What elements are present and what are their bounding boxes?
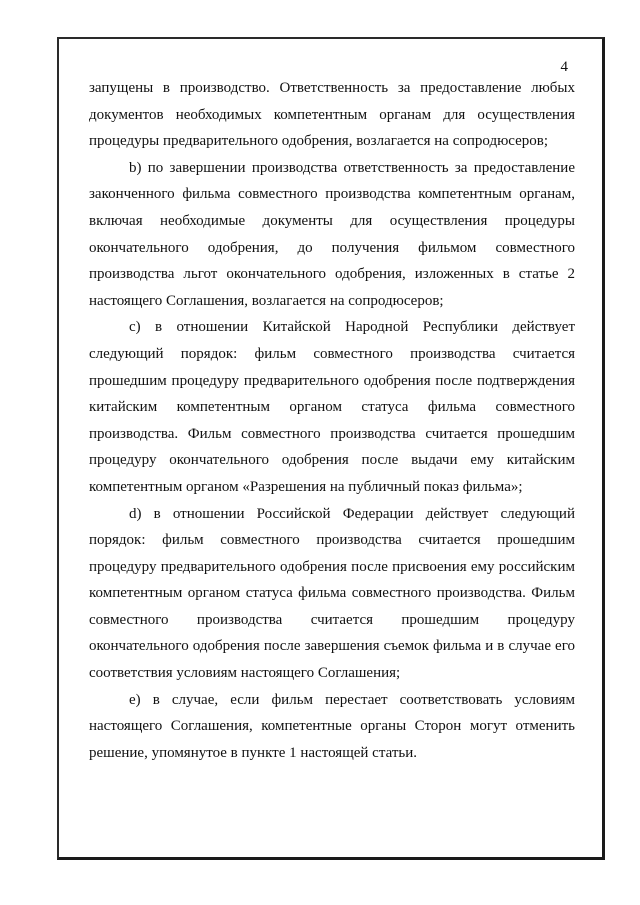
paragraph-item-c: c) в отношении Китайской Народной Республики действует следующий порядок: фильм совместного производства считается прошедшим процедуру предварительного одобрения после подтверждения китайским компетентным органом статуса фильма совместного производства. Фильм совместного производства считается прошедшим процедуру окончательного одобрения после выдачи ему китайским компетентным органом «Разрешения на публичный показ фильма»; [89, 319, 575, 495]
document-body [89, 75, 575, 766]
paragraph-item-e: e) в случае, если фильм перестает соответствовать условиям настоящего Соглашения, компетентные органы Сторон могут отменить решение, упомянутое в пункте 1 настоящей статьи. [89, 691, 575, 761]
page-frame [57, 37, 605, 860]
paragraph-item-b: b) по завершении производства ответственность за предоставление законченного фильма совместного производства компетентным органам, включая необходимые документы для осуществления процедуры окончательного одобрения, до получения фильмом совместного производства льгот окончательного одобрения, изложенных в статье 2 настоящего Соглашения, возлагается на сопродюсеров; [89, 159, 575, 309]
paragraph-item-d: d) в отношении Российской Федерации действует следующий порядок: фильм совместного производства считается прошедшим процедуру предварительного одобрения после присвоения ему российским компетентным органом статуса фильма совместного производства. Фильм совместного производства считается прошедшим процедуру окончательного одобрения после завершения съемок фильма и в случае его соответствия условиям настоящего Соглашения; [89, 505, 575, 682]
page-number: 4 [560, 59, 568, 75]
paragraph-continuation: запущены в производство. Ответственность за предоставление любых документов необходимых компетентным органам для осуществления процедуры предварительного одобрения, возлагается на сопродюсеров; [89, 80, 575, 150]
